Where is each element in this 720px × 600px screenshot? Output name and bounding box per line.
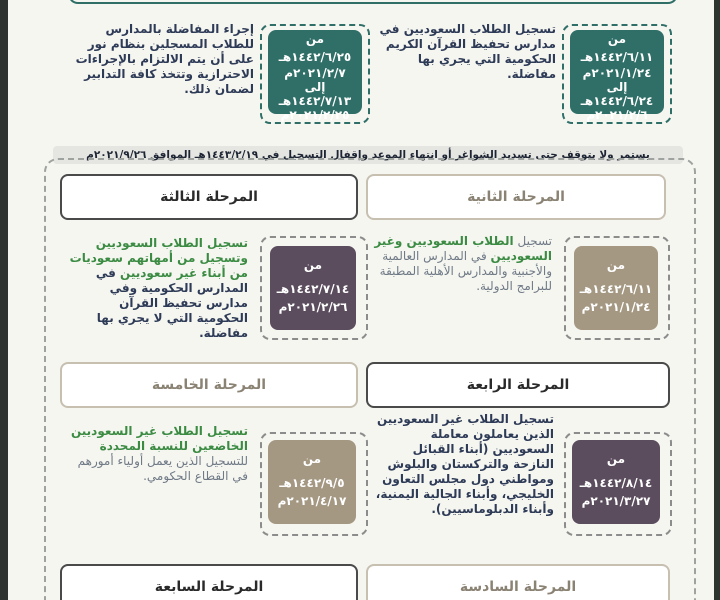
stage-6-title: المرحلة السادسة [366, 564, 670, 600]
date-from-hijri: ١٤٤٢/٦/٢٥هـ [278, 50, 352, 64]
date-from-hijri: ١٤٤٢/٦/١١هـ [580, 50, 654, 64]
date-from-label: من [606, 258, 626, 272]
top-left-description: إجراء المفاضلة بالمدارس للطلاب المسجلين بنظام نور على أن يتم الالتزام بالإجراءات الاحترازية وتتخذ كافة التدابير لضمان ذلك. [75, 22, 254, 96]
stage-2-description: تسجيل الطلاب السعوديين وغير السعوديين في المدارس العالمية والأجنبية والمدارس الأهلية المطبقة للبرامج الدولية. [374, 234, 552, 293]
stage-5-date-panel [268, 440, 356, 524]
date-panel [570, 30, 664, 122]
stage-4-title: المرحلة الرابعة [366, 362, 670, 408]
date-to-greg: ٢٠٢١/٢/٢٥م [280, 108, 350, 122]
registration-banner: يستمر ولا يتوقف حتى تسديد الشواغر أو انتهاء الموعد وإقفال التسجيل في ١٤٤٣/٢/١٩هـ الموافق ٢٠٢١/٩/٢٦م [53, 146, 683, 164]
date-to-hijri: ١٤٤٢/٦/٢٤هـ [580, 94, 654, 108]
date-from-label: من [302, 452, 322, 466]
top-frame [68, 0, 678, 4]
top-right-date-box [562, 24, 672, 124]
stage-3-date-panel [270, 246, 356, 330]
top-left-date-box [260, 24, 370, 124]
date-from-label: من [606, 452, 626, 466]
date-greg: ٢٠٢١/٣/٢٧م [581, 494, 651, 508]
date-hijri: ١٤٤٢/٩/٥هـ [279, 476, 345, 490]
date-from-label: من [305, 32, 325, 46]
stage-7-title: المرحلة السابعة [60, 564, 358, 600]
document-page [8, 0, 714, 600]
stage-2-date-panel [574, 246, 658, 330]
stage-2-title: المرحلة الثانية [366, 174, 666, 220]
date-greg: ٢٠٢١/٢/٢٦م [278, 300, 348, 314]
stage-3-title: المرحلة الثالثة [60, 174, 358, 220]
stage-5-description: تسجيل الطلاب غير السعوديين الخاضعين للنسبة المحددة للتسجيل الذين يعمل أولياء أمورهم في القطاع الحكومي. [70, 424, 248, 483]
stage-5-title: المرحلة الخامسة [60, 362, 358, 408]
date-from-greg: ٢٠٢١/٢/٧م [284, 66, 346, 80]
date-greg: ٢٠٢١/١/٢٤م [581, 300, 651, 314]
date-hijri: ١٤٤٢/٦/١١هـ [579, 282, 653, 296]
date-to-label: إلى [304, 80, 326, 94]
top-right-description: تسجيل الطلاب السعوديين في مدارس تحفيظ القرآن الكريم الحكومية التي يجري بها مفاضلة. [379, 22, 556, 81]
date-hijri: ١٤٤٢/٧/١٤هـ [276, 282, 350, 296]
date-greg: ٢٠٢١/٤/١٧م [277, 494, 347, 508]
date-to-hijri: ١٤٤٢/٧/١٣هـ [278, 94, 352, 108]
stage-4-date-panel [572, 440, 660, 524]
date-hijri: ١٤٤٢/٨/١٤هـ [579, 476, 653, 490]
date-from-greg: ٢٠٢١/١/٢٤م [582, 66, 652, 80]
date-from-label: من [607, 32, 627, 46]
date-from-label: من [303, 258, 323, 272]
stage-4-description: تسجيل الطلاب غير السعوديين الذين يعاملون معاملة السعوديين (أبناء القبائل النازحة والتركستان والبلوش ومواطني دول مجلس التعاون الخليجي، وأبناء الجالية اليمنية، وأبناء الدبلوماسيين). [375, 412, 554, 516]
date-panel [268, 30, 362, 122]
date-to-label: إلى [606, 80, 628, 94]
date-to-greg: ٢٠٢١/٢/٦م [586, 108, 648, 122]
stage-3-description: تسجيل الطلاب السعوديين وتسجيل من أمهاتهم سعوديات من أبناء غير سعوديين في المدارس الحكومية وفي مدارس تحفيظ القرآن الحكومية التي لا يجري بها مفاضلة. [69, 236, 248, 340]
